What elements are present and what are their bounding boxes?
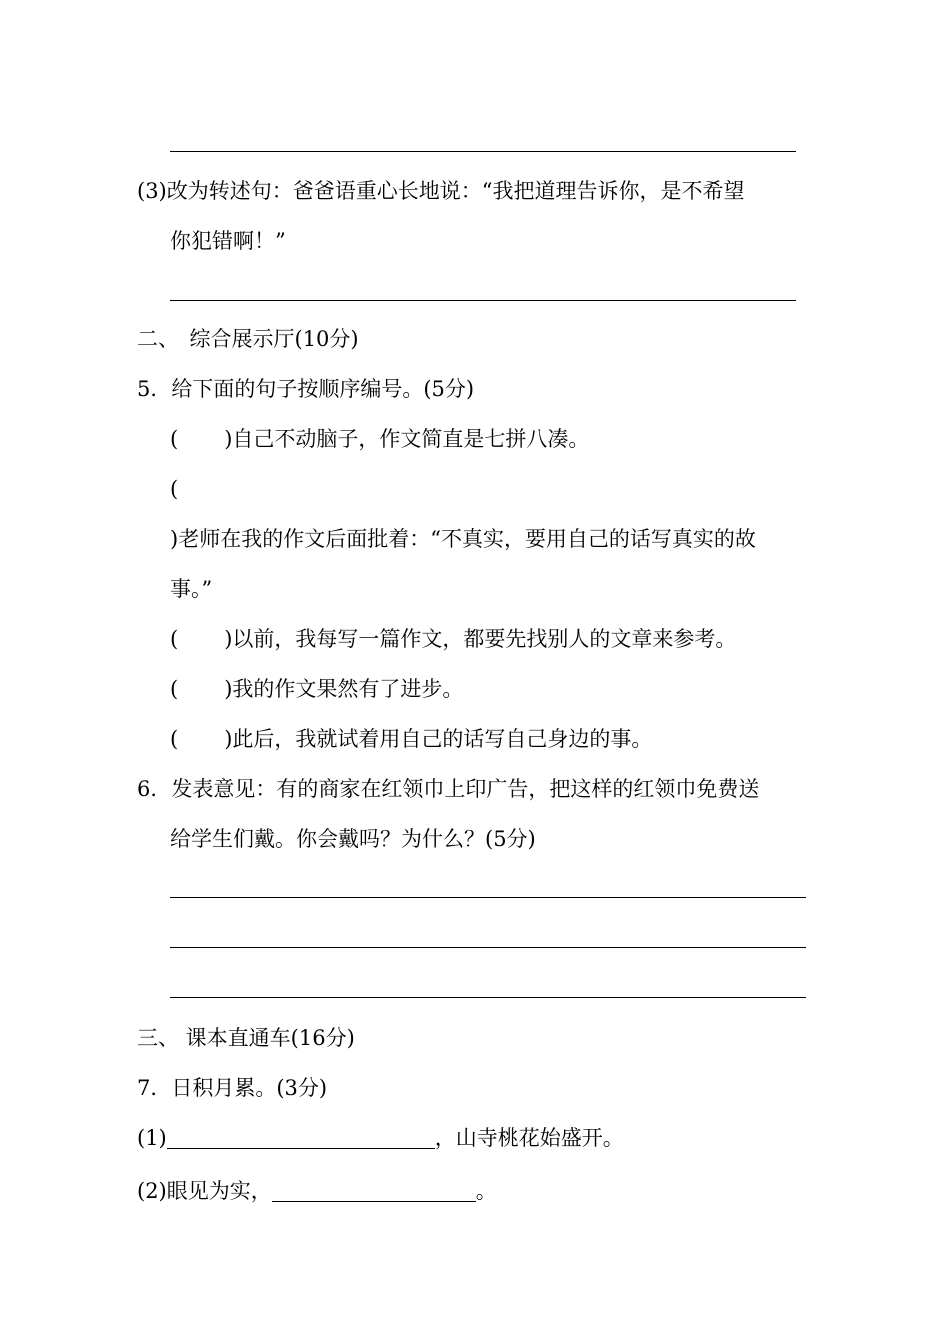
q5-item-4 bbox=[170, 675, 463, 703]
q7-item-2-prefix: (2)眼见为实， bbox=[137, 1179, 272, 1203]
close-paren: ) bbox=[224, 627, 233, 651]
q5-item-2-cont: 事。” bbox=[170, 577, 213, 601]
q6-title: 6．发表意见：有的商家在红领巾上印广告，把这样的红领巾免费送 bbox=[137, 777, 760, 801]
section-3-title: 三、 课本直通车(16分) bbox=[137, 1026, 355, 1050]
fill-blank[interactable] bbox=[167, 1126, 435, 1149]
open-paren: ( bbox=[170, 427, 179, 451]
answer-line[interactable] bbox=[170, 897, 806, 898]
q5-item-3 bbox=[170, 625, 736, 653]
q7-item-1-suffix: ，山寺桃花始盛开。 bbox=[434, 1126, 624, 1150]
section-2-title: 二、 综合展示厅(10分) bbox=[137, 327, 359, 351]
q4-3-prompt: (3)改为转述句：爸爸语重心长地说：“我把道理告诉你，是不希望 bbox=[137, 179, 745, 203]
q5-title: 5．给下面的句子按顺序编号。(5分) bbox=[137, 377, 475, 401]
answer-line[interactable] bbox=[170, 947, 806, 948]
q7-item-2 bbox=[137, 1177, 497, 1205]
q5-item-text: 此后，我就试着用自己的话写自己身边的事。 bbox=[232, 727, 653, 751]
q5-item-2-paren[interactable]: ( bbox=[170, 477, 179, 501]
open-paren: ( bbox=[170, 727, 179, 751]
q5-item-text: 我的作文果然有了进步。 bbox=[232, 677, 464, 701]
close-paren: ) bbox=[224, 677, 233, 701]
close-paren: ) bbox=[170, 527, 179, 551]
answer-line[interactable] bbox=[170, 151, 796, 152]
close-paren: ) bbox=[224, 727, 233, 751]
q5-item-5 bbox=[170, 725, 652, 753]
q6-title-cont: 给学生们戴。你会戴吗？为什么？(5分) bbox=[170, 827, 536, 851]
close-paren: ) bbox=[224, 427, 233, 451]
q5-item-2 bbox=[170, 525, 756, 553]
q7-item-1-prefix: (1) bbox=[137, 1126, 167, 1150]
answer-line[interactable] bbox=[170, 300, 796, 301]
q4-3-prompt-cont: 你犯错啊！” bbox=[170, 229, 286, 253]
q7-item-2-suffix: 。 bbox=[475, 1179, 497, 1203]
q5-item-1 bbox=[170, 425, 589, 453]
q5-item-text: 以前，我每写一篇作文，都要先找别人的文章来参考。 bbox=[232, 627, 737, 651]
q7-title: 7．日积月累。(3分) bbox=[137, 1076, 328, 1100]
answer-line[interactable] bbox=[170, 997, 806, 998]
q5-item-text: 老师在我的作文后面批着：“不真实，要用自己的话写真实的故 bbox=[178, 527, 756, 551]
open-paren: ( bbox=[170, 627, 179, 651]
fill-blank[interactable] bbox=[272, 1179, 476, 1202]
q7-item-1 bbox=[137, 1124, 624, 1152]
open-paren: ( bbox=[170, 677, 179, 701]
q5-item-text: 自己不动脑子，作文简直是七拼八凑。 bbox=[232, 427, 590, 451]
